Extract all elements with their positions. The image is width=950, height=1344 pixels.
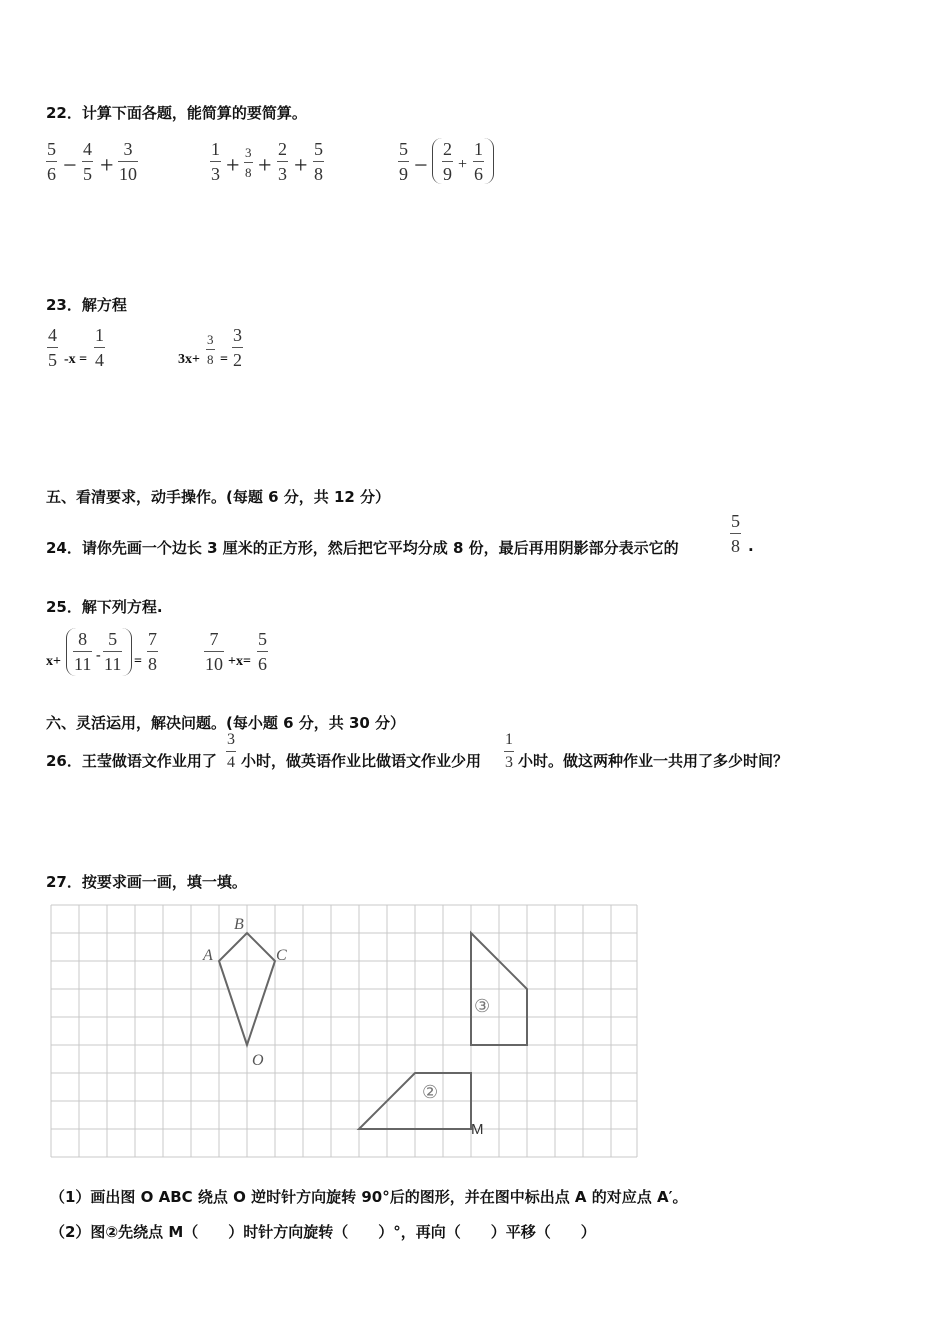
fraction: $\frac{3}{8}$ [245,145,252,180]
q27-sub-2: （2）图②先绕点 M（ ）时针方向旋转（ ）°，再向（ ）平移（ ） [50,1223,596,1241]
fraction: $\frac{5}{9}$ [399,139,408,184]
fraction: $\frac{5}{8}$ [731,511,740,556]
fraction: $\frac{5}{8}$ [314,139,323,184]
label-m: M [471,1121,484,1138]
q26-text-part2: 小时，做英语作业比做语文作业少用 [241,752,482,770]
fraction: $\frac{7}{8}$ [148,629,157,674]
fraction: $\frac{5}{11}$ [104,629,122,674]
label-shape-3: ③ [474,996,491,1017]
plus-operator: + [226,153,240,179]
q25-title: 25．解下列方程. [46,598,163,616]
fraction: $\frac{3}{4}$ [227,731,235,771]
q23-title: 23．解方程 [46,296,127,314]
plus-operator: + [100,153,114,179]
q24-end: . [748,537,754,555]
plus-operator: + [294,153,308,179]
q27-sub-1: （1）画出图 O ABC 绕点 O 逆时针方向旋转 90°后的图形，并在图中标出点 A 的对应点 A′。 [50,1188,688,1206]
fraction: $\frac{1}{6}$ [474,139,483,184]
section-5-heading: 五、看清要求，动手操作。(每题 6 分，共 12 分） [46,488,391,506]
fraction: $\frac{1}{4}$ [95,325,104,370]
fraction: $\frac{3}{10}$ [119,139,137,184]
grid-lines [51,905,637,1157]
fraction: $\frac{2}{9}$ [443,139,452,184]
minus-operator: − [63,153,77,179]
plus-operator: + [258,153,272,179]
fraction: $\frac{4}{5}$ [83,139,92,184]
fraction: $\frac{4}{5}$ [48,325,57,370]
label-shape-2: ② [422,1082,439,1103]
equation-text: = [134,654,142,669]
fraction: $\frac{8}{11}$ [74,629,92,674]
grid-figure [50,904,640,1160]
section-6-heading: 六、灵活运用，解决问题。(每小题 6 分，共 30 分） [46,714,406,732]
fraction: $\frac{5}{6}$ [47,139,56,184]
equation-text: x+ [46,654,61,669]
fraction: $\frac{5}{6}$ [258,629,267,674]
equation-text: -x = [64,352,88,367]
fraction: $\frac{3}{2}$ [233,325,242,370]
plus-operator: + [458,156,468,173]
q26-text-part1: 26．王莹做语文作业用了 [46,752,217,770]
minus-operator: - [96,648,101,663]
q22-title: 22．计算下面各题，能简算的要简算。 [46,104,307,122]
equation-text: 3x+ [178,352,200,367]
fraction: $\frac{7}{10}$ [205,629,223,674]
fraction: $\frac{3}{8}$ [207,332,214,367]
q26-text-part3: 小时。做这两种作业一共用了多少时间？ [518,752,789,770]
label-o: O [252,1052,264,1069]
fraction: $\frac{2}{3}$ [278,139,287,184]
equation-text: = [220,352,228,367]
minus-operator: − [414,153,428,179]
equation-text: +x= [228,654,251,669]
fraction: $\frac{1}{3}$ [211,139,220,184]
fraction: $\frac{1}{3}$ [505,731,513,771]
label-c: C [276,947,287,964]
q27-title: 27．按要求画一画，填一填。 [46,873,247,891]
q24-text: 24．请你先画一个边长 3 厘米的正方形，然后把它平均分成 8 份，最后再用阴影部分表示它的 [46,539,679,557]
label-a: A [203,947,213,964]
label-b: B [234,916,244,933]
